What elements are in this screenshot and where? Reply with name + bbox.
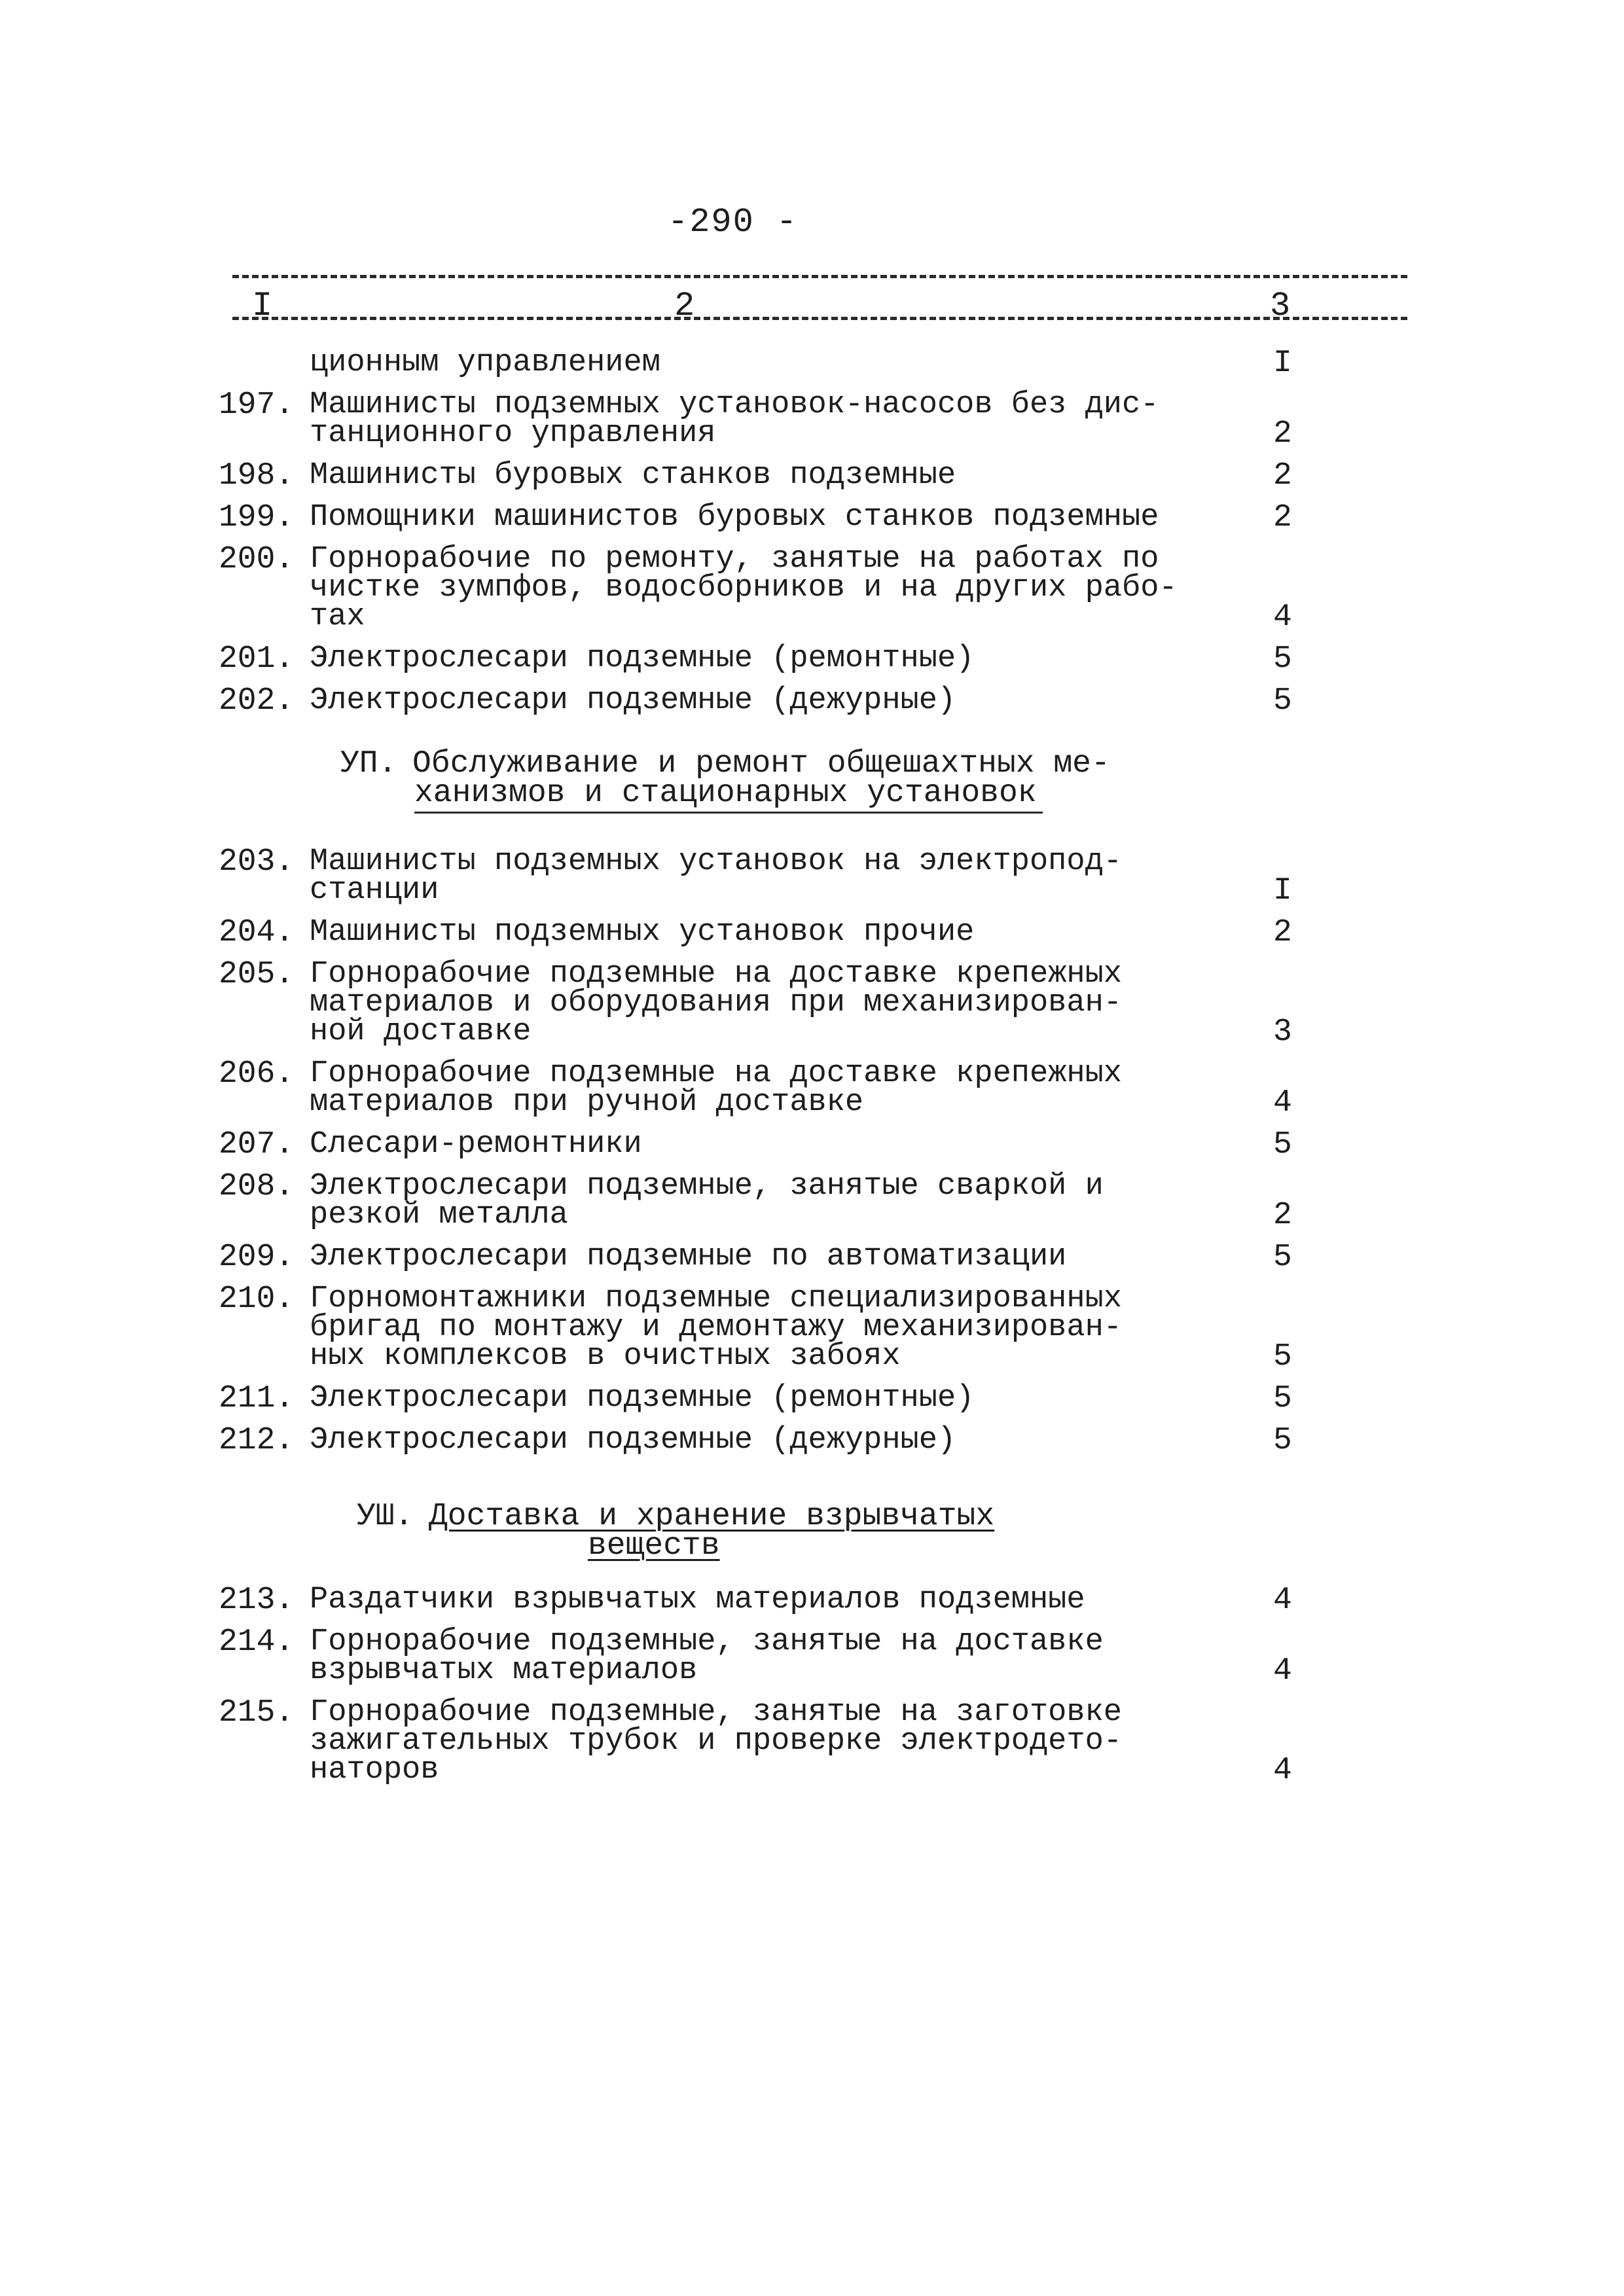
section-8-title-line1: Доставка и хранение взрывчатых bbox=[429, 1499, 995, 1534]
item-number: 209. bbox=[219, 1240, 295, 1275]
item-category: 5 bbox=[1273, 1127, 1292, 1162]
item-number: 197. bbox=[219, 387, 295, 423]
section-7-title-line2: ханизмов и стационарных установок bbox=[414, 776, 1037, 811]
item-text-line: наторов bbox=[310, 1753, 439, 1787]
item-text-line: Электрослесари подземные, занятые сваркой и bbox=[310, 1169, 1104, 1204]
item-category: 2 bbox=[1273, 915, 1292, 950]
item-text-line: чистке зумпфов, водосборников и на других рабо- bbox=[310, 571, 1178, 605]
table-header-rule bbox=[232, 317, 1407, 320]
item-number: 208. bbox=[219, 1169, 295, 1204]
item-category: 5 bbox=[1273, 641, 1292, 677]
item-text-line: Машинисты подземных установок на электропод- bbox=[310, 844, 1123, 879]
section-7-numeral: УП. bbox=[340, 746, 397, 781]
item-text-line: Горномонтажники подземные специализированных bbox=[310, 1282, 1123, 1316]
column-header-2: 2 bbox=[674, 287, 695, 325]
item-number: 211. bbox=[219, 1381, 295, 1416]
item-text-line: Слесари-ремонтники bbox=[310, 1127, 642, 1162]
item-number: 200. bbox=[219, 542, 295, 577]
item-number: 202. bbox=[219, 683, 295, 719]
item-text-line: Горнорабочие подземные, занятые на доставке bbox=[310, 1624, 1104, 1659]
column-header-1: I bbox=[252, 287, 273, 325]
item-category: 4 bbox=[1273, 1653, 1292, 1689]
item-text-line: Горнорабочие по ремонту, занятые на работах по bbox=[310, 542, 1159, 577]
item-text-line: материалов при ручной доставке bbox=[310, 1085, 864, 1120]
item-text-line: станции bbox=[310, 873, 439, 908]
item-text-line: материалов и оборудования при механизирован- bbox=[310, 986, 1123, 1020]
item-text-line: Машинисты подземных установок прочие bbox=[310, 915, 975, 950]
item-category: 4 bbox=[1273, 600, 1292, 635]
item-number: 214. bbox=[219, 1624, 295, 1660]
section-7-underline bbox=[414, 812, 1043, 814]
item-text-line: взрывчатых материалов bbox=[310, 1653, 698, 1688]
item-text-line: резкой металла bbox=[310, 1198, 568, 1232]
item-number: 213. bbox=[219, 1583, 295, 1618]
item-category: I bbox=[1273, 873, 1292, 908]
item-text-line: Горнорабочие подземные, занятые на заготовке bbox=[310, 1695, 1123, 1730]
item-text-line: тах bbox=[310, 600, 365, 634]
item-number: 212. bbox=[219, 1423, 295, 1458]
item-text-line: Электрослесари подземные (ремонтные) bbox=[310, 1381, 975, 1416]
item-text-line: Электрослесари подземные (дежурные) bbox=[310, 683, 956, 718]
item-text-line: Электрослесари подземные (ремонтные) bbox=[310, 641, 975, 676]
item-text-line: Машинисты буровых станков подземные bbox=[310, 458, 956, 493]
item-number: 199. bbox=[219, 500, 295, 535]
page-number: -290 - bbox=[668, 203, 799, 242]
item-category: 3 bbox=[1273, 1014, 1292, 1050]
item-text-line: бригад по монтажу и демонтажу механизирован- bbox=[310, 1310, 1123, 1345]
item-category: 5 bbox=[1273, 1240, 1292, 1275]
item-text-line: Электрослесари подземные (дежурные) bbox=[310, 1423, 956, 1458]
section-7-title-line1: Обслуживание и ремонт общешахтных ме- bbox=[412, 746, 1110, 781]
item-number: 205. bbox=[219, 957, 295, 992]
item-category: 2 bbox=[1273, 416, 1292, 452]
item-number: 206. bbox=[219, 1056, 295, 1092]
item-text-line: зажигательных трубок и проверке электродето- bbox=[310, 1724, 1123, 1759]
item-text-line: Машинисты подземных установок-насосов без дис- bbox=[310, 387, 1159, 422]
item-text-line: Раздатчики взрывчатых материалов подземные bbox=[310, 1583, 1085, 1617]
item-number: 207. bbox=[219, 1127, 295, 1162]
item-category: 5 bbox=[1273, 683, 1292, 719]
item-number: 203. bbox=[219, 844, 295, 880]
column-header-3: 3 bbox=[1270, 287, 1291, 325]
item-category: 2 bbox=[1273, 458, 1292, 493]
item-category: 5 bbox=[1273, 1339, 1292, 1374]
item-category: 2 bbox=[1273, 1198, 1292, 1233]
item-number: 210. bbox=[219, 1282, 295, 1317]
item-text-line: Горнорабочие подземные на доставке крепежных bbox=[310, 1056, 1123, 1091]
item-category: 5 bbox=[1273, 1423, 1292, 1458]
table-top-rule bbox=[232, 275, 1407, 278]
section-8-title-line2: веществ bbox=[588, 1528, 720, 1564]
item-text-line: Помощники машинистов буровых станков подземные bbox=[310, 500, 1159, 535]
item-category: 5 bbox=[1273, 1381, 1292, 1416]
item-text-line: ционным управлением bbox=[310, 346, 660, 380]
item-text-line: ной доставке bbox=[310, 1014, 532, 1049]
item-number: 204. bbox=[219, 915, 295, 950]
item-category: I bbox=[1273, 346, 1292, 381]
item-category: 4 bbox=[1273, 1085, 1292, 1121]
section-8-numeral: УШ. bbox=[357, 1499, 414, 1534]
item-text-line: ных комплексов в очистных забоях bbox=[310, 1339, 901, 1374]
item-number: 198. bbox=[219, 458, 295, 493]
item-category: 2 bbox=[1273, 500, 1292, 535]
item-category: 4 bbox=[1273, 1753, 1292, 1788]
item-text-line: Горнорабочие подземные на доставке крепежных bbox=[310, 957, 1123, 992]
item-category: 4 bbox=[1273, 1583, 1292, 1618]
item-text-line: Электрослесари подземные по автоматизации bbox=[310, 1240, 1067, 1274]
item-number: 201. bbox=[219, 641, 295, 677]
item-number: 215. bbox=[219, 1695, 295, 1731]
item-text-line: танционного управления bbox=[310, 416, 716, 451]
